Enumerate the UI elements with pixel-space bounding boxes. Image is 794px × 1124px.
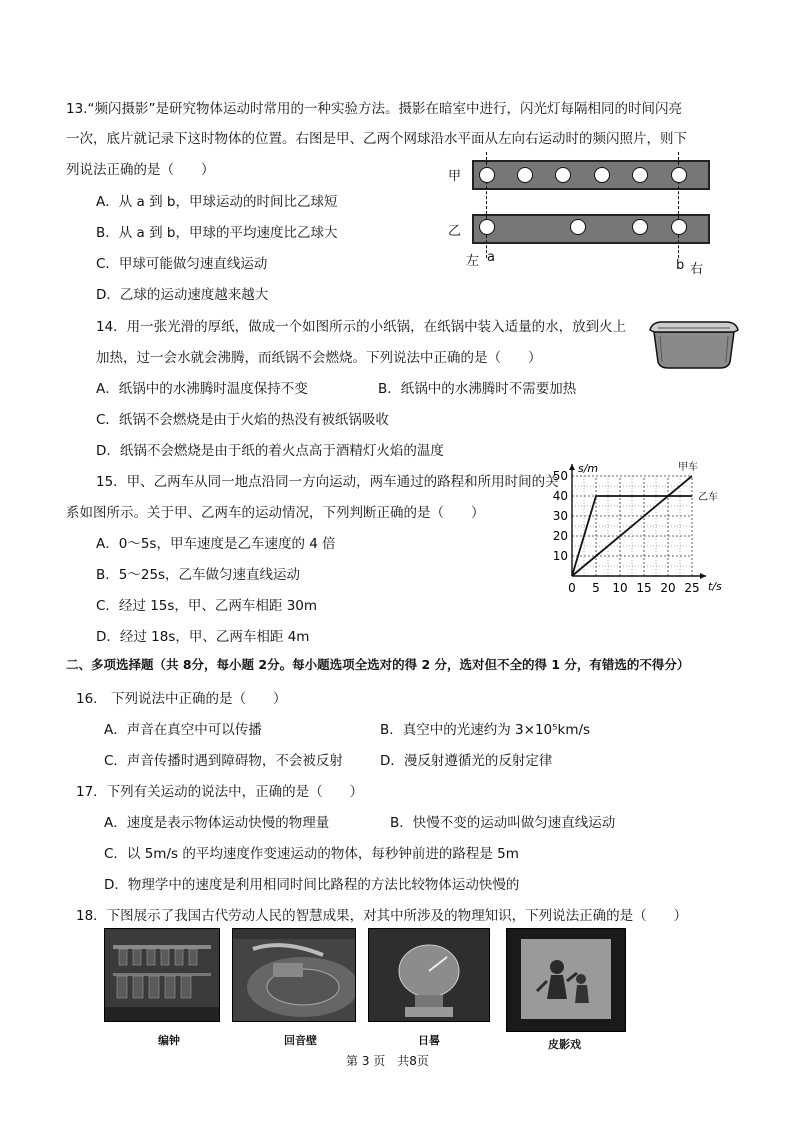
q14-option-c: C．纸锅不会燃烧是由于火焰的热没有被纸锅吸收 bbox=[96, 412, 389, 428]
q17-option-d: D．物理学中的速度是利用相同时间比路程的方法比较物体运动快慢的 bbox=[104, 877, 520, 893]
q13-line1: 13.“频闪摄影”是研究物体运动时常用的一种实验方法。摄影在暗室中进行，闪光灯每隔相同的时间闪亮 bbox=[66, 101, 682, 117]
ball-yi bbox=[570, 219, 586, 235]
caption-rigui: 日晷 bbox=[418, 1034, 440, 1047]
q15-option-c: C．经过 15s，甲、乙两车相距 30m bbox=[96, 598, 318, 614]
paper-pot-image bbox=[648, 318, 740, 372]
y-tick-label: 10 bbox=[552, 549, 568, 563]
y-tick-label: 40 bbox=[552, 489, 568, 503]
ball-yi bbox=[479, 219, 495, 235]
q17-option-a: A．速度是表示物体运动快慢的物理量 bbox=[104, 815, 330, 831]
series-label-1: 乙车 bbox=[698, 492, 718, 503]
x-tick-label: 25 bbox=[684, 581, 700, 595]
q15-line2: 系如图所示。关于甲、乙两车的运动情况，下列判断正确的是（ ） bbox=[66, 505, 485, 521]
q13-option-c: C．甲球可能做匀速直线运动 bbox=[96, 256, 268, 272]
y-tick-label: 20 bbox=[552, 529, 568, 543]
photo-rigui bbox=[368, 928, 490, 1022]
photo-piyingxi bbox=[506, 928, 626, 1032]
q16-option-d: D．漫反射遵循光的反射定律 bbox=[380, 753, 553, 769]
q14-line1: 14．用一张光滑的厚纸，做成一个如图所示的小纸锅，在纸锅中装入适量的水，放到火上 bbox=[96, 319, 627, 335]
label-yi: 乙 bbox=[448, 224, 462, 239]
q17-option-c: C．以 5m/s 的平均速度作变速运动的物体，每秒钟前进的路程是 5m bbox=[104, 846, 519, 862]
x-axis-label: t/s bbox=[708, 580, 722, 593]
q13-option-b: B．从 a 到 b，甲球的平均速度比乙球大 bbox=[96, 225, 338, 241]
label-b: b bbox=[676, 258, 685, 273]
ball-jia bbox=[632, 167, 648, 183]
y-axis-arrow bbox=[569, 464, 575, 470]
q13-option-a: A．从 a 到 b，甲球运动的时间比乙球短 bbox=[96, 194, 338, 210]
label-jia: 甲 bbox=[448, 169, 462, 184]
caption-piyingxi: 皮影戏 bbox=[548, 1038, 581, 1051]
ball-jia bbox=[671, 167, 687, 183]
x-axis-arrow bbox=[700, 573, 706, 579]
q14-line2: 加热，过一会水就会沸腾，而纸锅不会燃烧。下列说法中正确的是（ ） bbox=[96, 350, 542, 366]
q13-option-d: D．乙球的运动速度越来越大 bbox=[96, 287, 269, 303]
q16-option-c: C．声音传播时遇到障碍物，不会被反射 bbox=[104, 753, 343, 769]
y-tick-label: 50 bbox=[552, 469, 568, 483]
q14-option-a: A．纸锅中的水沸腾时温度保持不变 bbox=[96, 381, 308, 397]
label-right: 右 bbox=[690, 262, 704, 277]
x-tick-label: 10 bbox=[612, 581, 628, 595]
x-tick-label: 15 bbox=[636, 581, 652, 595]
ball-yi bbox=[632, 219, 648, 235]
caption-huiyinbi: 回音壁 bbox=[284, 1034, 317, 1047]
q13-line3: 列说法正确的是（ ） bbox=[66, 162, 215, 178]
label-left: 左 bbox=[466, 254, 480, 269]
q15-option-a: A．0～5s，甲车速度是乙车速度的 4 倍 bbox=[96, 536, 336, 552]
section-2-heading: 二、多项选择题（共 8分，每小题 2分。每小题选项全选对的得 2 分，选对但不全的得 1 分，有错选的不得分） bbox=[66, 657, 690, 672]
ball-yi bbox=[671, 219, 687, 235]
x-tick-label: 20 bbox=[660, 581, 676, 595]
label-a: a bbox=[487, 250, 495, 265]
ball-jia bbox=[555, 167, 571, 183]
photo-bianzhong bbox=[104, 928, 220, 1022]
q17-option-b: B．快慢不变的运动叫做匀速直线运动 bbox=[390, 815, 616, 831]
q14-option-b: B．纸锅中的水沸腾时不需要加热 bbox=[378, 381, 577, 397]
q16-option-a: A．声音在真空中可以传播 bbox=[104, 722, 262, 738]
x-tick-label: 5 bbox=[592, 581, 600, 595]
y-tick-label: 30 bbox=[552, 509, 568, 523]
q15-line1: 15．甲、乙两车从同一地点沿同一方向运动，两车通过的路程和所用时间的关 bbox=[96, 474, 559, 490]
y-axis-label: s/m bbox=[578, 462, 599, 475]
q15-option-d: D．经过 18s，甲、乙两车相距 4m bbox=[96, 629, 310, 645]
ball-jia bbox=[479, 167, 495, 183]
page-number: 第 3 页 共8页 bbox=[346, 1054, 429, 1068]
q16-stem: 16. 下列说法中正确的是（ ） bbox=[76, 691, 287, 707]
q18-stem: 18．下图展示了我国古代劳动人民的智慧成果，对其中所涉及的物理知识，下列说法正确的是（ ） bbox=[76, 908, 688, 924]
x-tick-label: 0 bbox=[568, 581, 576, 595]
ball-jia bbox=[517, 167, 533, 183]
distance-time-chart bbox=[548, 460, 734, 606]
caption-bianzhong: 编钟 bbox=[158, 1034, 180, 1047]
q15-option-b: B．5～25s，乙车做匀速直线运动 bbox=[96, 567, 301, 583]
q16-option-b: B．真空中的光速约为 3×10⁵km/s bbox=[380, 722, 591, 738]
q14-option-d: D．纸锅不会燃烧是由于纸的着火点高于酒精灯火焰的温度 bbox=[96, 443, 444, 459]
q13-line2: 一次，底片就记录下这时物体的位置。右图是甲、乙两个网球沿水平面从左向右运动时的频闪照片，则下 bbox=[66, 131, 687, 147]
ball-jia bbox=[594, 167, 610, 183]
q17-stem: 17．下列有关运动的说法中，正确的是（ ） bbox=[76, 784, 364, 800]
series-label-0: 甲车 bbox=[678, 462, 698, 473]
photo-huiyinbi bbox=[232, 928, 356, 1022]
